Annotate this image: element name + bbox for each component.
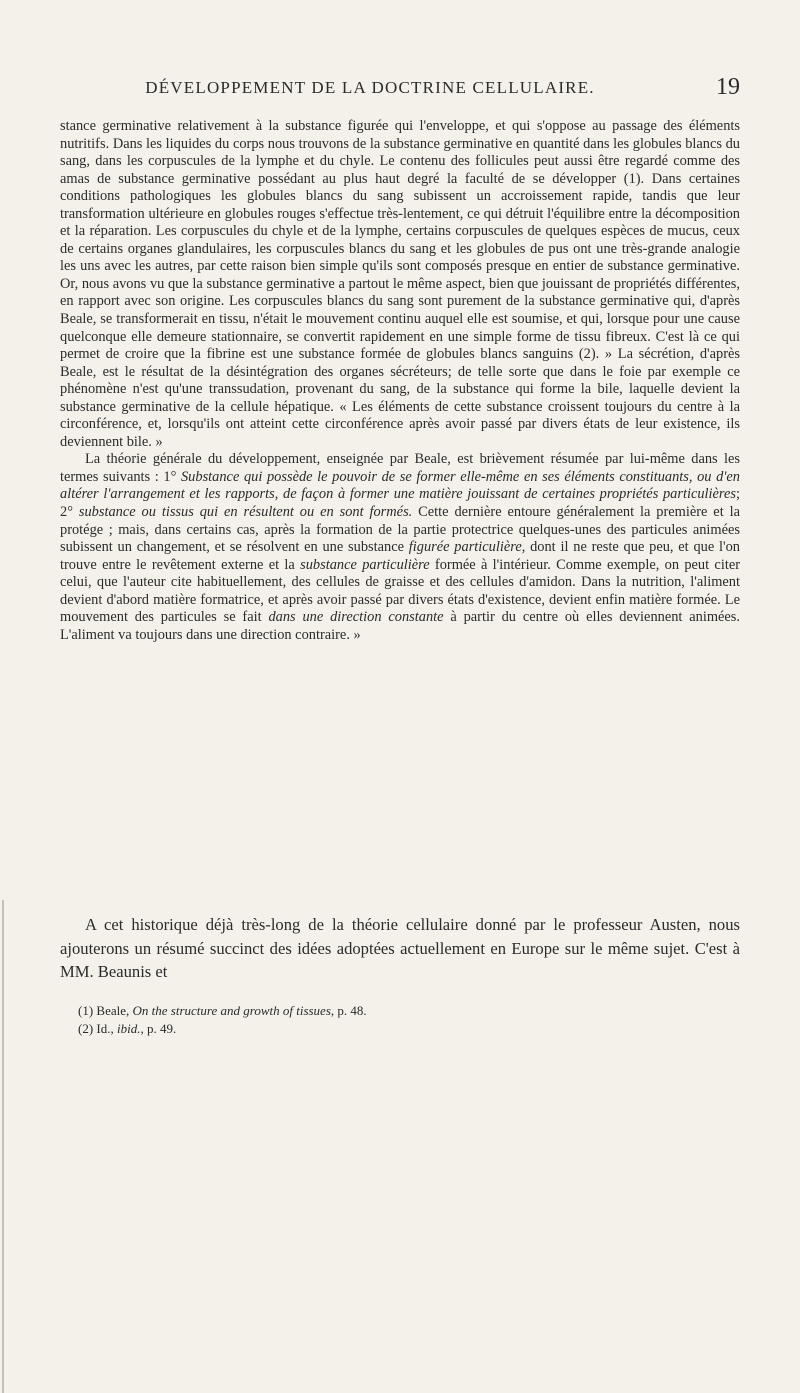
italic-definition-2: substance ou tissus qui en résultent ou en sont formés. xyxy=(78,504,413,521)
footnote-1-title: On the structure and growth of tissues xyxy=(132,1003,331,1018)
paragraph-2-part: Cette dernière entoure généralement la première et la protége ; mais, dans certains cas, après la formation de la partie protectrice quelques-unes des particules animées subissent un changement, et se résolvent en une substance xyxy=(60,504,740,556)
footnote-1-part: , p. 48. xyxy=(330,1003,367,1018)
italic-term-direction: dans une direction constante xyxy=(268,609,444,626)
italic-definition-1: Substance qui possède le pouvoir de se former elle-même en ses éléments constituants, ou d'en altérer l'arrangement et les rapports, de façon à former une matière jouissant de certaines propriétés particulières xyxy=(60,468,740,503)
footnotes xyxy=(78,1002,738,1037)
footnote-2 xyxy=(78,1020,738,1038)
paragraph-2-part: formée à l'intérieur. Comme exemple, on peut citer celui, que l'auteur cite habituellement, des cellules de graisse et des cellules d'amidon. Dans la nutrition, l'aliment devient d'abord matière formatrice, et après avoir passé par divers états d'existence, devient enfin matière formée. Le mouvement des particules se fait xyxy=(60,556,740,626)
paragraph-2 xyxy=(60,451,740,644)
paragraph-2-part: La théorie générale du développement, enseignée par Beale, est brièvement résumée par lui-même dans les termes suivants : 1° xyxy=(60,451,740,485)
binding-edge-line xyxy=(2,900,4,1393)
footnote-2-part: (2) Id., xyxy=(78,1020,117,1036)
paragraph-2-part: à partir du centre où elles deviennent animées. L'aliment va toujours dans une direction contraire. » xyxy=(60,609,741,643)
footnote-1-part: (1) Beale, xyxy=(78,1003,133,1018)
running-title: DÉVELOPPEMENT DE LA DOCTRINE CELLULAIRE. xyxy=(145,78,595,97)
main-text xyxy=(60,118,740,644)
paragraph-3: A cet historique déjà très-long de la théorie cellulaire donné par le professeur Austen, nous ajouterons un résumé succinct des idées adoptées actuellement en Europe sur le même sujet. C'est à MM. Beaunis et xyxy=(60,915,740,981)
paragraph-2-part: ; 2° xyxy=(60,486,740,521)
page-header xyxy=(60,74,740,104)
paragraph-1: stance germinative relativement à la substance figurée qui l'enveloppe, et qui s'oppose au passage des éléments nutritifs. Dans les liquides du corps nous trouvons de la substance germinative en quantité dans les globules blancs du sang, dans les corpuscules de la lymphe et du chyle. Le contenu des follicules peut aussi être regardé comme des amas de substance germinative possédant au plus haut degré la faculté de se développer (1). Dans certaines conditions pathologiques les globules blancs du sang subissent un accroissement rapide, tandis que leur transformation ultérieure en globules rouges s'effectue très-lentement, ce qui détruit l'équilibre entre la décomposition et la réparation. Les corpuscules du chyle et de la lymphe, certains corpuscules de quelques espèces de mucus, ceux de certains organes glandulaires, les corpuscules blancs du sang et les globules de pus ont une très-grande analogie les uns avec les autres, par cette raison bien simple qu'ils sont composés presque en entier de substance germinative. Or, nous avons vu que la substance germinative a partout le même aspect, bien que jouissant de propriétés différentes, en rapport avec son origine. Les corpuscules blancs du sang sont purement de la substance germinative qui, d'après Beale, se transformerait en tissu, n'était le mouvement continu auquel elle est soumise, et qui, lorsque pour une cause quelconque elle demeure stationnaire, se convertit rapidement en une simple forme de tissu fibreux. C'est là ce qui permet de croire que la fibrine est une substance formée de globules blancs sanguins (2). » La sécrétion, d'après Beale, est le résultat de la désintégration des organes sécréteurs; de telle sorte que dans le foie par exemple ce phénomène n'est qu'une transsudation, provenant du sang, de la substance qui forme la bile, laquelle devient la substance germinative de la cellule hépatique. « Les éléments de cette substance croissent toujours du centre à la circonférence, et, lorsqu'ils ont atteint cette circonférence après avoir passé par divers états de leur existence, ils deviennent bile. » xyxy=(60,118,740,450)
page-number: 19 xyxy=(716,74,740,100)
paragraph-2-part: , dont il ne reste que peu, et que l'on trouve entre le revêtement externe et la xyxy=(60,539,740,573)
footnote-2-part: , p. 49. xyxy=(140,1020,177,1036)
italic-term-particuliere: substance particulière xyxy=(300,556,430,573)
large-text-section xyxy=(60,913,740,984)
footnote-1 xyxy=(78,1002,738,1020)
italic-term-figuree: figurée particulière xyxy=(408,539,522,556)
footnote-2-title: ibid. xyxy=(117,1020,141,1036)
